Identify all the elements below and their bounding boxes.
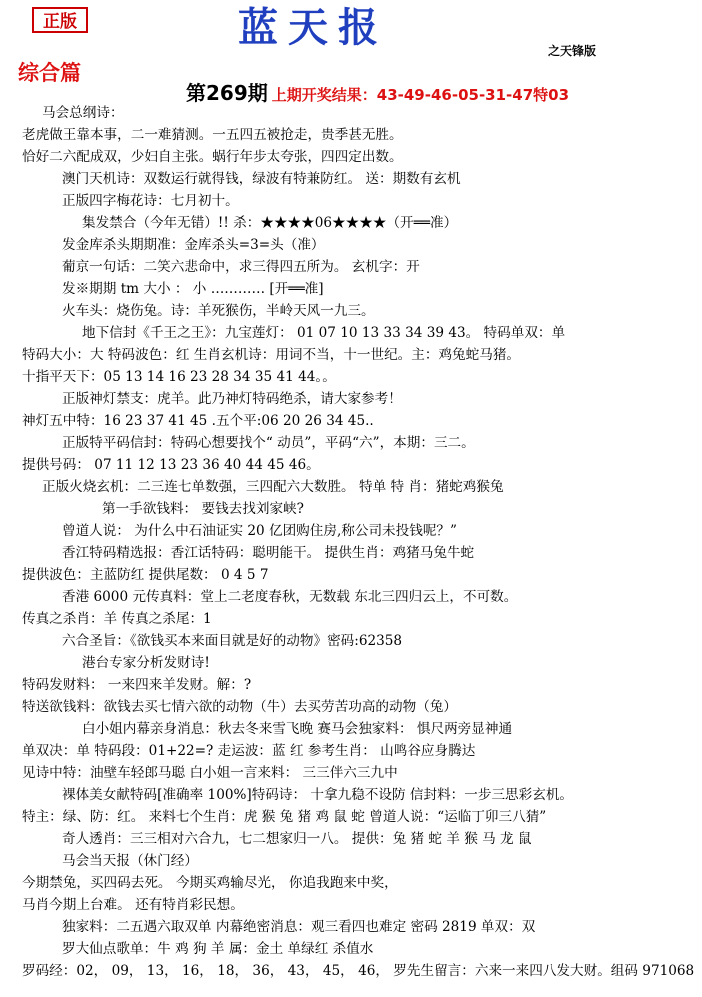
text-line: 葡京一句话：二笑六悲命中，求三得四五所为。 玄机字：开 [62,259,420,275]
text-line: 香港 6000 元传真料：堂上二老度春秋，无数载 东北三四归云上，不可数。 [62,589,518,605]
text-line: 特主：绿、防：红。 来料七个生肖：虎 猴 兔 猪 鸡 鼠 蛇 曾道人说：“运临丁卯三八猜” [22,809,547,825]
last-result-numbers: 43-49-46-05-31-47特03 [376,86,570,104]
text-line: 裸体美女献特码[准确率 100%]特码诗： 十拿九稳不设防 信封料：一步三思彩玄机。 [62,787,574,803]
text-line: 正版特平码信封：特码心想要找个“ 动员”，平码“六”，本期：三二。 [62,435,475,451]
text-line: 澳门天机诗：双数运行就得钱，绿波有特兼防红。 送：期数有玄机 [62,171,461,187]
text-line: 单双决：单 特码段：01+22=? 走运波：蓝 红 参考生肖： 山鸣谷应身腾达 [22,743,476,759]
text-line: 地下信封《千王之王》：九宝莲灯： 01 07 10 13 33 34 39 43。 特码单双：单 [82,325,566,341]
text-line: 曾道人说： 为什么中石油证实 20 亿团购住房,称公司未投钱呢？” [62,523,457,539]
text-line: 第一手欲钱料： 要钱去找刘家峡? [102,501,304,517]
last-result-label: 上期开奖结果： [271,86,377,104]
text-line: 发金库杀头期期准：金库杀头=3=头（准） [62,237,325,253]
text-line: 罗大仙点歌单：牛 鸡 狗 羊 属：金土 单绿红 杀值水 [62,941,374,957]
section-title: 综合篇 [18,60,81,85]
text-line: 特送欲钱料：欲钱去买七情六欲的动物（牛）去买劳苦功高的动物（兔） [22,699,457,715]
text-line: 传真之杀肖：羊 传真之杀尾：1 [22,611,212,627]
text-line: 集发禁合（今年无错）!! 杀：★★★★06★★★★（开══准） [82,215,458,231]
text-line: 正版神灯禁支：虎羊。此乃神灯特码绝杀，请大家参考！ [62,391,402,407]
text-line: 提供波色：主蓝防红 提供尾数： 0 4 5 7 [22,567,269,583]
text-line: 港台专家分析发财诗! [82,655,210,671]
text-line: 恰好二六配成双，少妇自主张。蜗行年步太夸张，四四定出数。 [22,149,403,165]
text-line: 马肖今期上台难。 还有特肖彩民想。 [22,897,244,913]
text-line: 老虎做王靠本事，二一难猜测。一五四五被抢走，贵季甚无胜。 [22,127,403,143]
issue-number: 第269期 [186,81,268,105]
text-line: 今期禁兔，买四码去死。 今期买鸡输尽光， 你追我跑来中奖， [22,875,398,891]
text-line: 神灯五中特：16 23 37 41 45 .五个平:06 20 26 34 45.. [22,413,374,429]
text-line: 十指平天下：05 13 14 16 23 28 34 35 41 44。。 [22,369,336,385]
text-line: 正版四字梅花诗：七月初十。 [62,193,239,209]
text-line: 六合圣旨：《欲钱买本来面目就是好的动物》密码:62358 [62,633,403,649]
text-line: 罗码经：02， 09， 13， 16， 18， 36， 43， 45， 46， 罗先生留言：六来一来四八发大财。组码 971068 [22,963,695,979]
text-line: 马会当天报（休门经） [62,853,198,869]
edition-label: 之天锋版 [548,44,597,58]
text-line: 火车头：烧伤兔。诗：羊死猴伤，半岭天风一九三。 [62,303,375,319]
text-line: 正版火烧玄机：二三连七单数强，三四配六大数胜。 特单 特 肖：猪蛇鸡猴兔 [42,479,504,495]
text-line: 奇人透肖：三三相对六合九，七二想家归一八。 提供：兔 猪 蛇 羊 猴 马 龙 鼠 [62,831,532,847]
text-line: 见诗中特：油壁车轻郎马聪 白小姐一言来料： 三三伴六三九中 [22,765,398,781]
text-line: 独家料：二五遇六取双单 内幕绝密消息：观三看四也难定 密码 2819 单双：双 [62,919,536,935]
text-line: 白小姐内幕亲身消息：秋去冬来雪飞晚 赛马会独家料： 惧尺两旁显神通 [82,721,513,737]
issue-line [186,80,569,108]
text-line: 特码大小：大 特码波色：红 生肖玄机诗：用词不当，十一世纪。主：鸡兔蛇马猪。 [22,347,521,363]
text-line: 马会总纲诗： [42,105,124,121]
masthead-title: 蓝天报 [238,4,388,51]
text-line: 提供号码： 07 11 12 13 23 36 40 44 45 46。 [22,457,320,473]
text-line: 发※期期 tm 大小 ： 小 ………… [开══准] [62,281,324,297]
text-line: 特码发财料： 一来四来羊发财。解：? [22,677,252,693]
text-line: 香江特码精选报：香江话特码：聪明能干。 提供生肖：鸡猪马兔牛蛇 [62,545,475,561]
official-edition-badge: 正版 [32,7,88,33]
